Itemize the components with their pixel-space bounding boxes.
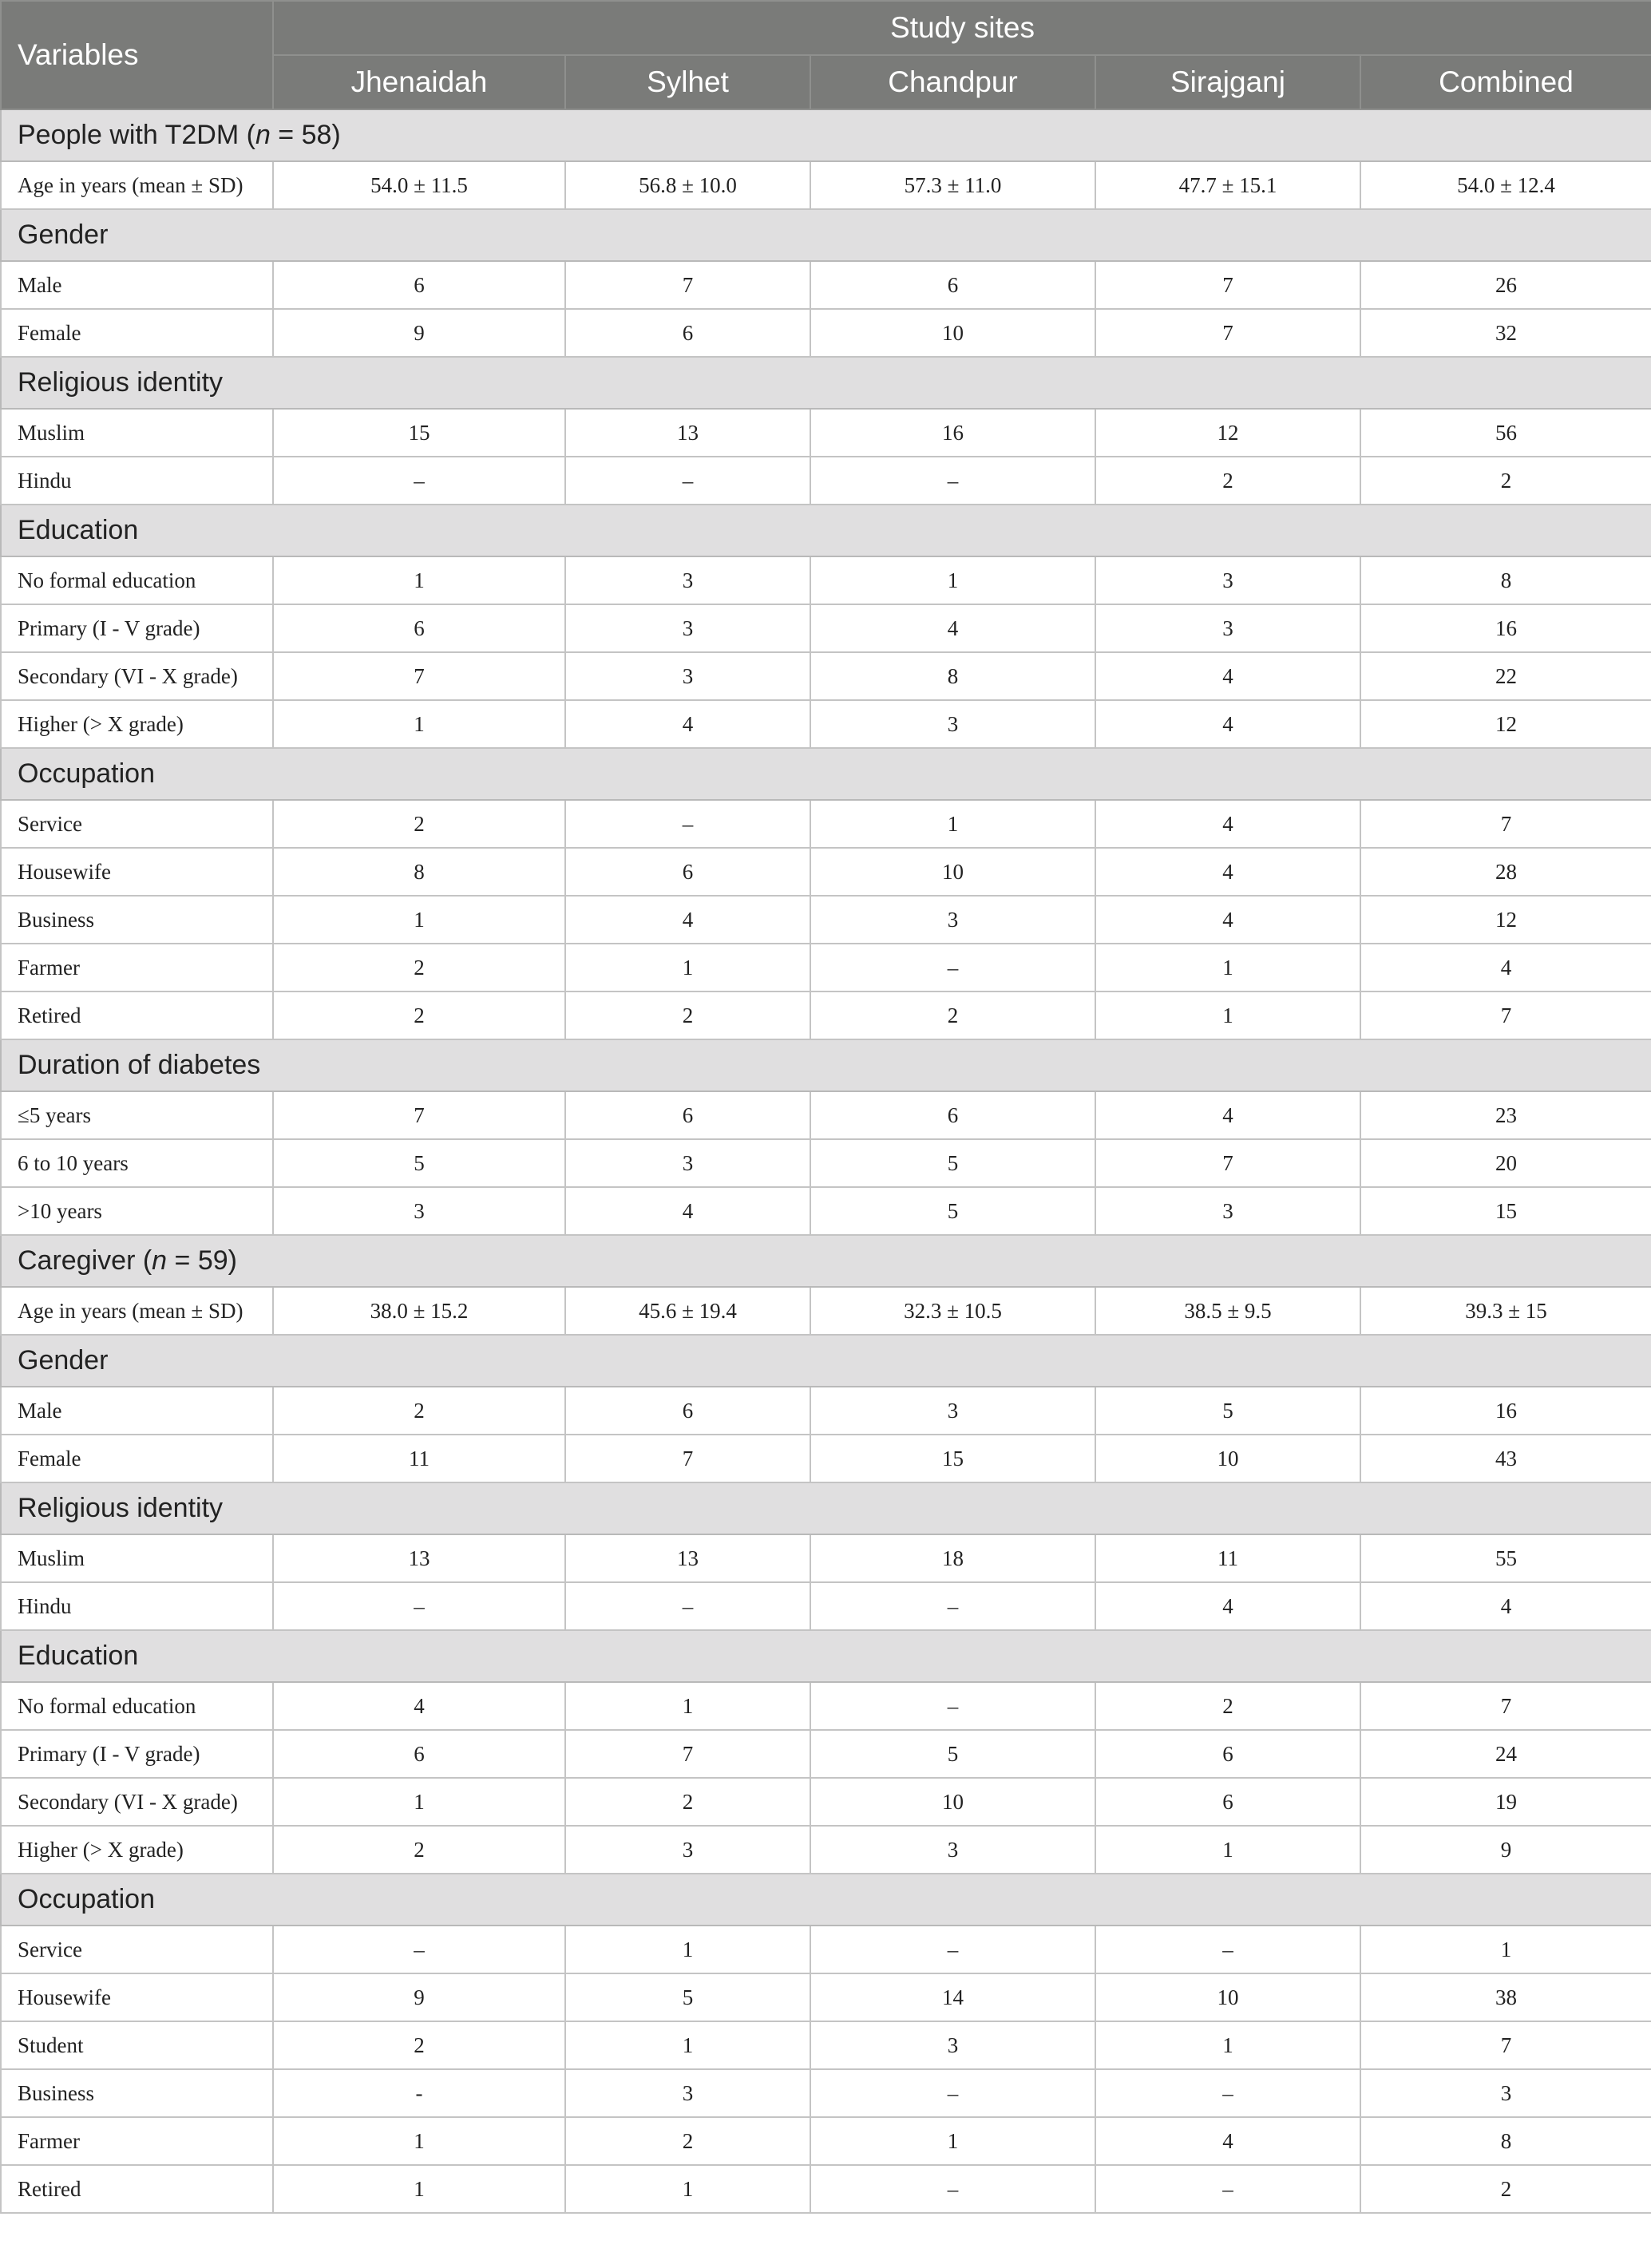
table-cell: 6 <box>273 1730 565 1778</box>
table-row <box>1 309 1651 357</box>
table-cell: 28 <box>1360 848 1651 896</box>
section-header-row <box>1 1335 1651 1387</box>
section-header-row <box>1 209 1651 261</box>
row-label: Farmer <box>1 944 273 992</box>
table-cell: 5 <box>565 1973 810 2021</box>
group-title-n: n <box>255 120 271 150</box>
table-cell: 4 <box>1095 700 1360 748</box>
table-cell: 10 <box>1095 1973 1360 2021</box>
group-title-row <box>1 1235 1651 1287</box>
table-cell: 5 <box>1095 1387 1360 1435</box>
table-cell: 54.0 ± 12.4 <box>1360 161 1651 209</box>
table-cell: 32.3 ± 10.5 <box>810 1287 1095 1335</box>
row-label: Primary (I - V grade) <box>1 604 273 652</box>
table-cell: 7 <box>1095 1139 1360 1187</box>
section-title: Gender <box>1 209 1651 261</box>
table-cell: 3 <box>273 1187 565 1235</box>
table-cell: 16 <box>1360 604 1651 652</box>
table-row <box>1 1973 1651 2021</box>
table-cell: 39.3 ± 15 <box>1360 1287 1651 1335</box>
table-row <box>1 652 1651 700</box>
table-row <box>1 604 1651 652</box>
table-cell: 45.6 ± 19.4 <box>565 1287 810 1335</box>
group-title-n: n <box>152 1245 168 1276</box>
table-cell: 15 <box>810 1435 1095 1482</box>
header-site-sirajganj: Sirajganj <box>1095 55 1360 109</box>
table-cell: 1 <box>565 2165 810 2213</box>
table-cell: 8 <box>810 652 1095 700</box>
table-cell: 56 <box>1360 409 1651 457</box>
table-cell: 8 <box>1360 2117 1651 2165</box>
table-cell: 1 <box>273 2117 565 2165</box>
table-cell: 43 <box>1360 1435 1651 1482</box>
table-cell: 13 <box>273 1534 565 1582</box>
row-label: Male <box>1 1387 273 1435</box>
table-cell: 4 <box>273 1682 565 1730</box>
table-row <box>1 2069 1651 2117</box>
table-row <box>1 2165 1651 2213</box>
row-label: Secondary (VI - X grade) <box>1 652 273 700</box>
table-cell: 32 <box>1360 309 1651 357</box>
row-label: Business <box>1 896 273 944</box>
table-cell: 8 <box>1360 556 1651 604</box>
table-row <box>1 1582 1651 1630</box>
table-row <box>1 261 1651 309</box>
table-cell: 10 <box>810 309 1095 357</box>
table-cell: 4 <box>565 700 810 748</box>
table-cell: 6 <box>565 309 810 357</box>
table-cell: 7 <box>565 1730 810 1778</box>
section-header-row <box>1 505 1651 556</box>
row-label: Age in years (mean ± SD) <box>1 1287 273 1335</box>
table-row <box>1 1534 1651 1582</box>
table-cell: 1 <box>273 556 565 604</box>
table-cell: 3 <box>810 1387 1095 1435</box>
row-label: No formal education <box>1 1682 273 1730</box>
group-title-count: = 59) <box>167 1245 237 1276</box>
section-header-row <box>1 1039 1651 1091</box>
table-cell: 2 <box>273 1826 565 1874</box>
group-title <box>1 1235 1651 1287</box>
table-cell: 4 <box>1095 652 1360 700</box>
row-label: Service <box>1 800 273 848</box>
table-row <box>1 1435 1651 1482</box>
table-cell: 4 <box>810 604 1095 652</box>
table-row <box>1 1139 1651 1187</box>
table-cell: 3 <box>565 652 810 700</box>
table-cell: 1 <box>1095 992 1360 1039</box>
table-row <box>1 896 1651 944</box>
table-cell: 4 <box>1095 1582 1360 1630</box>
table-cell: – <box>810 2165 1095 2213</box>
row-label: Female <box>1 309 273 357</box>
table-cell: 1 <box>810 800 1095 848</box>
table-cell: 3 <box>565 1139 810 1187</box>
row-label: Higher (> X grade) <box>1 700 273 748</box>
table-cell: 7 <box>1360 800 1651 848</box>
table-cell: 14 <box>810 1973 1095 2021</box>
header-variables: Variables <box>1 1 273 109</box>
table-cell: 4 <box>1095 1091 1360 1139</box>
table-cell: 1 <box>810 2117 1095 2165</box>
row-label: Student <box>1 2021 273 2069</box>
table-cell: 3 <box>1095 556 1360 604</box>
table-cell: 10 <box>1095 1435 1360 1482</box>
section-title: Religious identity <box>1 1482 1651 1534</box>
section-title: Gender <box>1 1335 1651 1387</box>
table-cell: 7 <box>273 652 565 700</box>
table-row <box>1 1387 1651 1435</box>
table-cell: 3 <box>810 700 1095 748</box>
table-cell: 10 <box>810 848 1095 896</box>
table-cell: – <box>565 1582 810 1630</box>
section-title: Occupation <box>1 1874 1651 1926</box>
table-row <box>1 556 1651 604</box>
table-cell: 2 <box>1095 1682 1360 1730</box>
table-cell: 15 <box>273 409 565 457</box>
table-cell: 7 <box>1095 261 1360 309</box>
table-row <box>1 1926 1651 1973</box>
table-cell: 1 <box>1095 2021 1360 2069</box>
table-row <box>1 1730 1651 1778</box>
section-header-row <box>1 1874 1651 1926</box>
table-cell: 1 <box>565 2021 810 2069</box>
table-cell: 2 <box>565 992 810 1039</box>
table-cell: 3 <box>565 604 810 652</box>
row-label: Business <box>1 2069 273 2117</box>
table-cell: – <box>273 457 565 505</box>
table-cell: 2 <box>273 800 565 848</box>
section-title: Religious identity <box>1 357 1651 409</box>
table-cell: 7 <box>565 261 810 309</box>
table-cell: 22 <box>1360 652 1651 700</box>
table-cell: 3 <box>810 1826 1095 1874</box>
table-cell: 12 <box>1095 409 1360 457</box>
header-site-combined: Combined <box>1360 55 1651 109</box>
table-row <box>1 1287 1651 1335</box>
table-row <box>1 2117 1651 2165</box>
table-cell: – <box>810 944 1095 992</box>
row-label: Male <box>1 261 273 309</box>
table-cell: 2 <box>1360 457 1651 505</box>
table-cell: 5 <box>810 1730 1095 1778</box>
table-cell: 4 <box>1095 2117 1360 2165</box>
table-cell: 7 <box>273 1091 565 1139</box>
table-cell: 3 <box>810 896 1095 944</box>
row-label: Retired <box>1 2165 273 2213</box>
table-cell: 1 <box>273 700 565 748</box>
table-cell: 6 <box>273 261 565 309</box>
table-cell: 11 <box>1095 1534 1360 1582</box>
group-title-text: People with T2DM ( <box>18 120 255 150</box>
row-label: Housewife <box>1 848 273 896</box>
table-cell: 12 <box>1360 896 1651 944</box>
section-title: Occupation <box>1 748 1651 800</box>
row-label: >10 years <box>1 1187 273 1235</box>
table-cell: 6 <box>273 604 565 652</box>
table-row <box>1 1187 1651 1235</box>
table-cell: 1 <box>810 556 1095 604</box>
row-label: Hindu <box>1 1582 273 1630</box>
table-cell: 7 <box>1095 309 1360 357</box>
table-cell: – <box>565 457 810 505</box>
table-cell: 38.0 ± 15.2 <box>273 1287 565 1335</box>
table-cell: 10 <box>810 1778 1095 1826</box>
table-cell: – <box>810 2069 1095 2117</box>
table-cell: 4 <box>1095 896 1360 944</box>
table-cell: 24 <box>1360 1730 1651 1778</box>
table-cell: 4 <box>1360 1582 1651 1630</box>
row-label: ≤5 years <box>1 1091 273 1139</box>
table-row <box>1 1682 1651 1730</box>
header-site-jhenaidah: Jhenaidah <box>273 55 565 109</box>
row-label: Female <box>1 1435 273 1482</box>
table-cell: 15 <box>1360 1187 1651 1235</box>
table-row <box>1 1826 1651 1874</box>
table-cell: 16 <box>810 409 1095 457</box>
table-cell: 2 <box>1360 2165 1651 2213</box>
table-cell: 7 <box>565 1435 810 1482</box>
table-row <box>1 457 1651 505</box>
table-cell: 9 <box>1360 1826 1651 1874</box>
table-cell: 1 <box>565 944 810 992</box>
table-row <box>1 944 1651 992</box>
table-cell: 5 <box>273 1139 565 1187</box>
table-cell: 11 <box>273 1435 565 1482</box>
table-cell: – <box>810 1682 1095 1730</box>
table-cell: 54.0 ± 11.5 <box>273 161 565 209</box>
row-label: Primary (I - V grade) <box>1 1730 273 1778</box>
table-cell: 4 <box>1095 848 1360 896</box>
table-cell: 13 <box>565 1534 810 1582</box>
table-row <box>1 992 1651 1039</box>
table-cell: 4 <box>565 1187 810 1235</box>
section-title: Education <box>1 1630 1651 1682</box>
table-cell: 2 <box>273 1387 565 1435</box>
table-cell: 9 <box>273 309 565 357</box>
row-label: Farmer <box>1 2117 273 2165</box>
table-cell: 6 <box>810 261 1095 309</box>
table-header <box>1 1 1651 109</box>
table-row <box>1 1091 1651 1139</box>
table-cell: 3 <box>565 2069 810 2117</box>
table-cell: 38 <box>1360 1973 1651 2021</box>
table-row <box>1 409 1651 457</box>
section-header-row <box>1 1482 1651 1534</box>
row-label: Service <box>1 1926 273 1973</box>
table-cell: 19 <box>1360 1778 1651 1826</box>
section-title: Duration of diabetes <box>1 1039 1651 1091</box>
table-cell: 56.8 ± 10.0 <box>565 161 810 209</box>
table-body <box>1 109 1651 2213</box>
table-cell: 5 <box>810 1139 1095 1187</box>
table-cell: 47.7 ± 15.1 <box>1095 161 1360 209</box>
section-header-row <box>1 748 1651 800</box>
table-cell: 8 <box>273 848 565 896</box>
table-cell: 1 <box>273 2165 565 2213</box>
table-cell: 4 <box>565 896 810 944</box>
table-cell: 38.5 ± 9.5 <box>1095 1287 1360 1335</box>
table-cell: – <box>1095 1926 1360 1973</box>
table-cell: 23 <box>1360 1091 1651 1139</box>
section-header-row <box>1 1630 1651 1682</box>
table-cell: 1 <box>1095 944 1360 992</box>
table-cell: 6 <box>1095 1778 1360 1826</box>
table-row <box>1 700 1651 748</box>
table-cell: 12 <box>1360 700 1651 748</box>
table-cell: – <box>810 1582 1095 1630</box>
table-cell: 7 <box>1360 992 1651 1039</box>
row-label: Retired <box>1 992 273 1039</box>
table-cell: – <box>810 1926 1095 1973</box>
table-cell: 1 <box>565 1682 810 1730</box>
table-cell: 7 <box>1360 2021 1651 2069</box>
header-site-chandpur: Chandpur <box>810 55 1095 109</box>
table-row <box>1 2021 1651 2069</box>
row-label: Muslim <box>1 409 273 457</box>
table-row <box>1 1778 1651 1826</box>
table-cell: – <box>273 1582 565 1630</box>
table-row <box>1 800 1651 848</box>
table-cell: 1 <box>273 896 565 944</box>
group-title-count: = 58) <box>270 120 341 150</box>
header-study-sites: Study sites <box>273 1 1651 55</box>
group-title-row <box>1 109 1651 161</box>
table-cell: 6 <box>810 1091 1095 1139</box>
table-cell: – <box>273 1926 565 1973</box>
table-cell: 2 <box>273 2021 565 2069</box>
table-cell: 3 <box>565 1826 810 1874</box>
row-label: Muslim <box>1 1534 273 1582</box>
table-cell: 13 <box>565 409 810 457</box>
group-title-text: Caregiver ( <box>18 1245 152 1276</box>
table-cell: 6 <box>1095 1730 1360 1778</box>
table-cell: 6 <box>565 848 810 896</box>
table-cell: 2 <box>810 992 1095 1039</box>
table-cell: 2 <box>273 992 565 1039</box>
table-cell: 2 <box>565 2117 810 2165</box>
row-label: Hindu <box>1 457 273 505</box>
table-cell: – <box>1095 2069 1360 2117</box>
table-cell: 26 <box>1360 261 1651 309</box>
row-label: 6 to 10 years <box>1 1139 273 1187</box>
table-cell: 1 <box>1095 1826 1360 1874</box>
group-title <box>1 109 1651 161</box>
row-label: No formal education <box>1 556 273 604</box>
table-cell: 6 <box>565 1091 810 1139</box>
section-title: Education <box>1 505 1651 556</box>
table-cell: 16 <box>1360 1387 1651 1435</box>
table-cell: 3 <box>1095 604 1360 652</box>
table-cell: 4 <box>1360 944 1651 992</box>
table-cell: – <box>565 800 810 848</box>
table-cell: 6 <box>565 1387 810 1435</box>
row-label: Higher (> X grade) <box>1 1826 273 1874</box>
table-row <box>1 161 1651 209</box>
table-cell: 4 <box>1095 800 1360 848</box>
table-cell: 3 <box>810 2021 1095 2069</box>
table-cell: - <box>273 2069 565 2117</box>
header-site-sylhet: Sylhet <box>565 55 810 109</box>
table-cell: 1 <box>273 1778 565 1826</box>
row-label: Housewife <box>1 1973 273 2021</box>
table-cell: 5 <box>810 1187 1095 1235</box>
table-cell: 9 <box>273 1973 565 2021</box>
row-label: Age in years (mean ± SD) <box>1 161 273 209</box>
table-cell: 2 <box>565 1778 810 1826</box>
table-cell: 18 <box>810 1534 1095 1582</box>
table-cell: 55 <box>1360 1534 1651 1582</box>
table-cell: 20 <box>1360 1139 1651 1187</box>
section-header-row <box>1 357 1651 409</box>
table-cell: 7 <box>1360 1682 1651 1730</box>
table-cell: 2 <box>1095 457 1360 505</box>
table-cell: 1 <box>1360 1926 1651 1973</box>
table-cell: 3 <box>565 556 810 604</box>
table-cell: 57.3 ± 11.0 <box>810 161 1095 209</box>
table-cell: – <box>1095 2165 1360 2213</box>
table-cell: 1 <box>565 1926 810 1973</box>
table-row <box>1 848 1651 896</box>
row-label: Secondary (VI - X grade) <box>1 1778 273 1826</box>
table-cell: 3 <box>1360 2069 1651 2117</box>
table-cell: – <box>810 457 1095 505</box>
table-cell: 2 <box>273 944 565 992</box>
table-cell: 3 <box>1095 1187 1360 1235</box>
